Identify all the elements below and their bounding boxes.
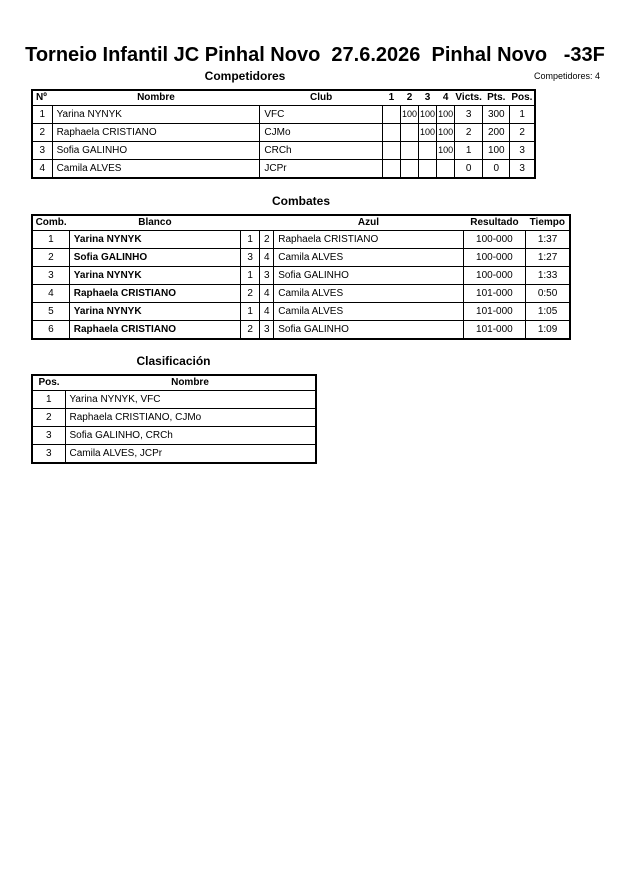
competitor-club: VFC (260, 106, 382, 124)
classification-heading: Clasificación (136, 354, 211, 368)
competitor-r3 (419, 160, 437, 179)
competitor-row (32, 106, 535, 124)
competitor-r2 (400, 160, 418, 179)
competitor-r3: 100 (419, 124, 437, 142)
fights-heading: Combates (271, 194, 330, 208)
col-header-result: Resultado (463, 215, 525, 231)
competitor-r4: 100 (437, 106, 455, 124)
classification-pos: 1 (32, 391, 65, 409)
col-header-pos: Pos. (32, 375, 65, 391)
fight-time: 1:27 (526, 249, 570, 267)
competitor-club: CRCh (260, 142, 382, 160)
fight-white-name: Yarina NYNYK (69, 303, 240, 321)
fight-blue-name: Sofia GALINHO (274, 267, 463, 285)
competitor-pts: 300 (483, 106, 510, 124)
competitors-table (31, 89, 536, 179)
fight-result: 101-000 (463, 321, 525, 340)
fight-time: 1:09 (526, 321, 570, 340)
classification-header-row (32, 375, 316, 391)
competitor-row (32, 142, 535, 160)
fight-white-no: 1 (241, 267, 260, 285)
col-header-no: Nº (32, 90, 52, 106)
competitor-pts: 200 (483, 124, 510, 142)
fight-blue-name: Camila ALVES (274, 249, 463, 267)
col-header-name: Nombre (65, 375, 316, 391)
competitor-club: JCPr (260, 160, 382, 179)
competitor-no: 3 (32, 142, 52, 160)
fight-blue-name: Camila ALVES (274, 303, 463, 321)
fight-row (32, 321, 570, 340)
competitor-no: 4 (32, 160, 52, 179)
col-header-comb: Comb. (32, 215, 69, 231)
fight-blue-name: Raphaela CRISTIANO (274, 231, 463, 249)
fight-row (32, 249, 570, 267)
fight-number: 1 (32, 231, 69, 249)
competitor-row (32, 160, 535, 179)
classification-row (32, 445, 316, 464)
competitor-pts: 100 (483, 142, 510, 160)
fight-white-no: 1 (241, 231, 260, 249)
competitor-no: 2 (32, 124, 52, 142)
fight-number: 6 (32, 321, 69, 340)
fight-row (32, 285, 570, 303)
competitor-pos: 1 (510, 106, 535, 124)
fights-header-row (32, 215, 570, 231)
fight-blue-no: 2 (260, 231, 274, 249)
fight-white-no: 3 (241, 249, 260, 267)
classification-row (32, 409, 316, 427)
col-header-blue: Azul (274, 215, 463, 231)
fight-row (32, 267, 570, 285)
competitor-r2 (400, 124, 418, 142)
competitor-victs: 1 (455, 142, 483, 160)
fight-white-name: Sofia GALINHO (69, 249, 240, 267)
classification-row (32, 427, 316, 445)
competitor-r1 (382, 124, 400, 142)
col-header-round-4: 4 (437, 90, 455, 106)
col-header-round-3: 3 (419, 90, 437, 106)
fight-white-no: 1 (241, 303, 260, 321)
fight-white-no: 2 (241, 321, 260, 340)
competitor-pos: 3 (510, 142, 535, 160)
fight-blue-no: 3 (260, 267, 274, 285)
fight-white-name: Raphaela CRISTIANO (69, 285, 240, 303)
fight-time: 0:50 (526, 285, 570, 303)
classification-name: Raphaela CRISTIANO, CJMo (65, 409, 316, 427)
fight-number: 4 (32, 285, 69, 303)
competitor-name: Sofia GALINHO (52, 142, 260, 160)
fight-number: 2 (32, 249, 69, 267)
competitor-r4: 100 (437, 124, 455, 142)
fights-table (31, 214, 571, 340)
col-header-round-2: 2 (400, 90, 418, 106)
classification-name: Sofia GALINHO, CRCh (65, 427, 316, 445)
fight-white-name: Yarina NYNYK (69, 231, 240, 249)
competitor-r2 (400, 142, 418, 160)
competitor-r2: 100 (400, 106, 418, 124)
competitor-victs: 0 (455, 160, 483, 179)
col-header-white-no (241, 215, 260, 231)
competitor-r1 (382, 142, 400, 160)
fight-blue-no: 4 (260, 303, 274, 321)
fight-number: 5 (32, 303, 69, 321)
competitor-victs: 3 (455, 106, 483, 124)
fight-result: 100-000 (463, 249, 525, 267)
fight-result: 100-000 (463, 267, 525, 285)
col-header-name: Nombre (52, 90, 260, 106)
competitor-no: 1 (32, 106, 52, 124)
classification-pos: 3 (32, 427, 65, 445)
competitor-name: Camila ALVES (52, 160, 260, 179)
classification-pos: 2 (32, 409, 65, 427)
competitor-pos: 2 (510, 124, 535, 142)
fight-row (32, 303, 570, 321)
fight-time: 1:33 (526, 267, 570, 285)
fight-blue-no: 4 (260, 249, 274, 267)
fight-white-name: Yarina NYNYK (69, 267, 240, 285)
col-header-round-1: 1 (382, 90, 400, 106)
competitor-pts: 0 (483, 160, 510, 179)
col-header-position: Pos. (510, 90, 535, 106)
competitor-r4 (437, 160, 455, 179)
competitor-name: Yarina NYNYK (52, 106, 260, 124)
fight-blue-no: 4 (260, 285, 274, 303)
classification-row (32, 391, 316, 409)
fight-row (32, 231, 570, 249)
competitors-heading: Competidores (204, 69, 286, 83)
competitor-r3 (419, 142, 437, 160)
col-header-club: Club (260, 90, 382, 106)
competitor-name: Raphaela CRISTIANO (52, 124, 260, 142)
fight-result: 100-000 (463, 231, 525, 249)
fight-white-name: Raphaela CRISTIANO (69, 321, 240, 340)
fight-white-no: 2 (241, 285, 260, 303)
competitors-count: Competidores: 4 (533, 71, 600, 81)
fight-result: 101-000 (463, 303, 525, 321)
fight-blue-name: Camila ALVES (274, 285, 463, 303)
fight-number: 3 (32, 267, 69, 285)
competitors-header-row (32, 90, 535, 106)
competitor-club: CJMo (260, 124, 382, 142)
competitor-pos: 3 (510, 160, 535, 179)
col-header-points: Pts. (483, 90, 510, 106)
fight-blue-name: Sofia GALINHO (274, 321, 463, 340)
competitor-r1 (382, 106, 400, 124)
classification-name: Camila ALVES, JCPr (65, 445, 316, 464)
classification-name: Yarina NYNYK, VFC (65, 391, 316, 409)
page-title: Torneio Infantil JC Pinhal Novo 27.6.2026 Pinhal Novo -33F (25, 44, 605, 66)
fight-result: 101-000 (463, 285, 525, 303)
competitor-row (32, 124, 535, 142)
competitor-r1 (382, 160, 400, 179)
competitor-r4: 100 (437, 142, 455, 160)
col-header-time: Tiempo (526, 215, 570, 231)
fight-time: 1:37 (526, 231, 570, 249)
competitor-victs: 2 (455, 124, 483, 142)
fight-time: 1:05 (526, 303, 570, 321)
competitor-r3: 100 (419, 106, 437, 124)
classification-table (31, 374, 317, 464)
col-header-white: Blanco (69, 215, 240, 231)
classification-pos: 3 (32, 445, 65, 464)
col-header-blue-no (260, 215, 274, 231)
fight-blue-no: 3 (260, 321, 274, 340)
col-header-victories: Victs. (455, 90, 483, 106)
